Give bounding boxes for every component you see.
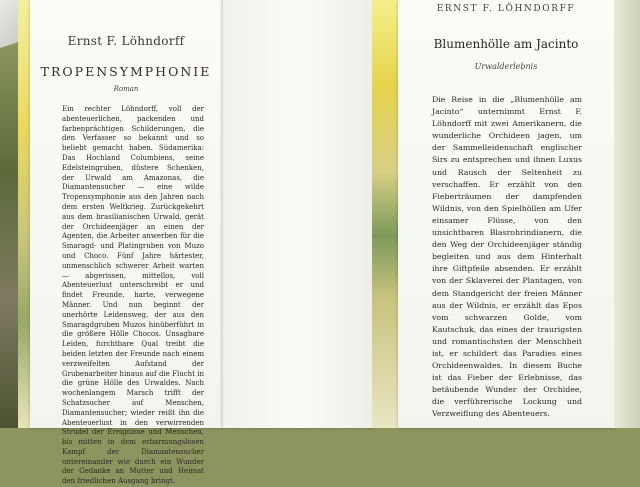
- left-title: TROPENSYMPHONIE: [40, 64, 212, 79]
- right-blurb: Die Reise in die „Blumenhölle am Jacinto“ unternimmt Ernst F. Löhndorff mit zwei Amerikanern, die wunderliche Orchideen jagen, um der Sammelleidenschaft englischer Sirs zu entsprechen und ihnen Luxus und Rausch der Seltenheit zu verschaffen. Er erzählt von den Fieberträumen der dampfenden Wildnis, von den Spielhöllen am Ufer einsamer Flüsse, von den unsichtbaren Blasrohrindianern, die den Weg der Orchideenjäger ständig begleiten und aus dem Hinterhalt ihre Giftpfeile absenden. Er erzählt von der Sklaverei der Plantagen, von dem Standgericht der freien Männer aus der Wildnis, er erzählt das Epos vom schwarzen Golde, vom Kautschuk, das eines der traurigsten und romantischsten der Menschheit ist, er schildert das Paradies eines Orchideenwaldes. In diesem Buche ist das Fieber der Erlebnisse, das betäubende Wunder der Orchidee, die verführerische Lockung und Verzweiflung des Abenteuers.: [432, 95, 582, 419]
- right-author: ERNST F. LÖHNDORFF: [436, 4, 576, 14]
- blank-page: [222, 0, 374, 428]
- left-blurb-text: Ein rechter Löhndorff, voll der abenteuerlichen, packenden und farbenprächtigen Schilderungen, die den Verfasser so bekannt und so beliebt gemacht haben. Südamerika: Das Hochland Columbiens, seine Edelsteingruben, düstere Schenken, der Urwald am Amazonas, die Diamantensucher — eine wilde Tropensymphonie aus den Jahren nach dem ersten Weltkrieg. Zurückgekehrt aus dem brasilianischen Urwald, gerät der Orchideenjäger an einen der Agenten, die Arbeiter anwerben für die Smaragd- und Platingruben von Muzo und Choco. Fünf Jahre härtester, unmenschlich schwerer Arbeit warten — abgerissen, mittellos, voll Abenteuerlust unterschreibt er und findet Freunde, harte, verwegene Männer. Und nun beginnt der unerhörte Leidensweg, der aus den Smaragdgruben Muzos hinüberführt in die größere Hölle Chocos. Unsagbare Leiden, furchtbare Qual treibt die beiden letzten der Freunde nach einem verzweifelten Aufstand der Grubenarbeiter hinaus auf die Flucht in die grüne Hölle des Urwaldes. Nach wochenlangem Marsch trifft der Schatzsucher auf Menschen, Diamantensucher; wieder reißt ihn die Abenteuerlust in den verwirrenden Strudel der Ereignisse und Menschen, bis mitten in dem erbarmungslosen Kampf der Diamantensucher untereinander wie durch ein Wunder der Gedanke an Mutter und Heimat den friedlichen Ausgang bringt.: [62, 105, 204, 486]
- left-genre: Roman: [113, 85, 139, 93]
- jacket-edge-strip-left: [18, 0, 30, 428]
- left-author: Ernst F. Löhndorff: [67, 34, 185, 48]
- left-blurb: [62, 105, 204, 487]
- right-edge-shadow: [614, 0, 640, 428]
- jacket-edge-strip-right: [372, 0, 398, 428]
- right-genre: Urwalderlebnis: [474, 62, 538, 71]
- right-title: Blumenhölle am Jacinto: [433, 37, 579, 51]
